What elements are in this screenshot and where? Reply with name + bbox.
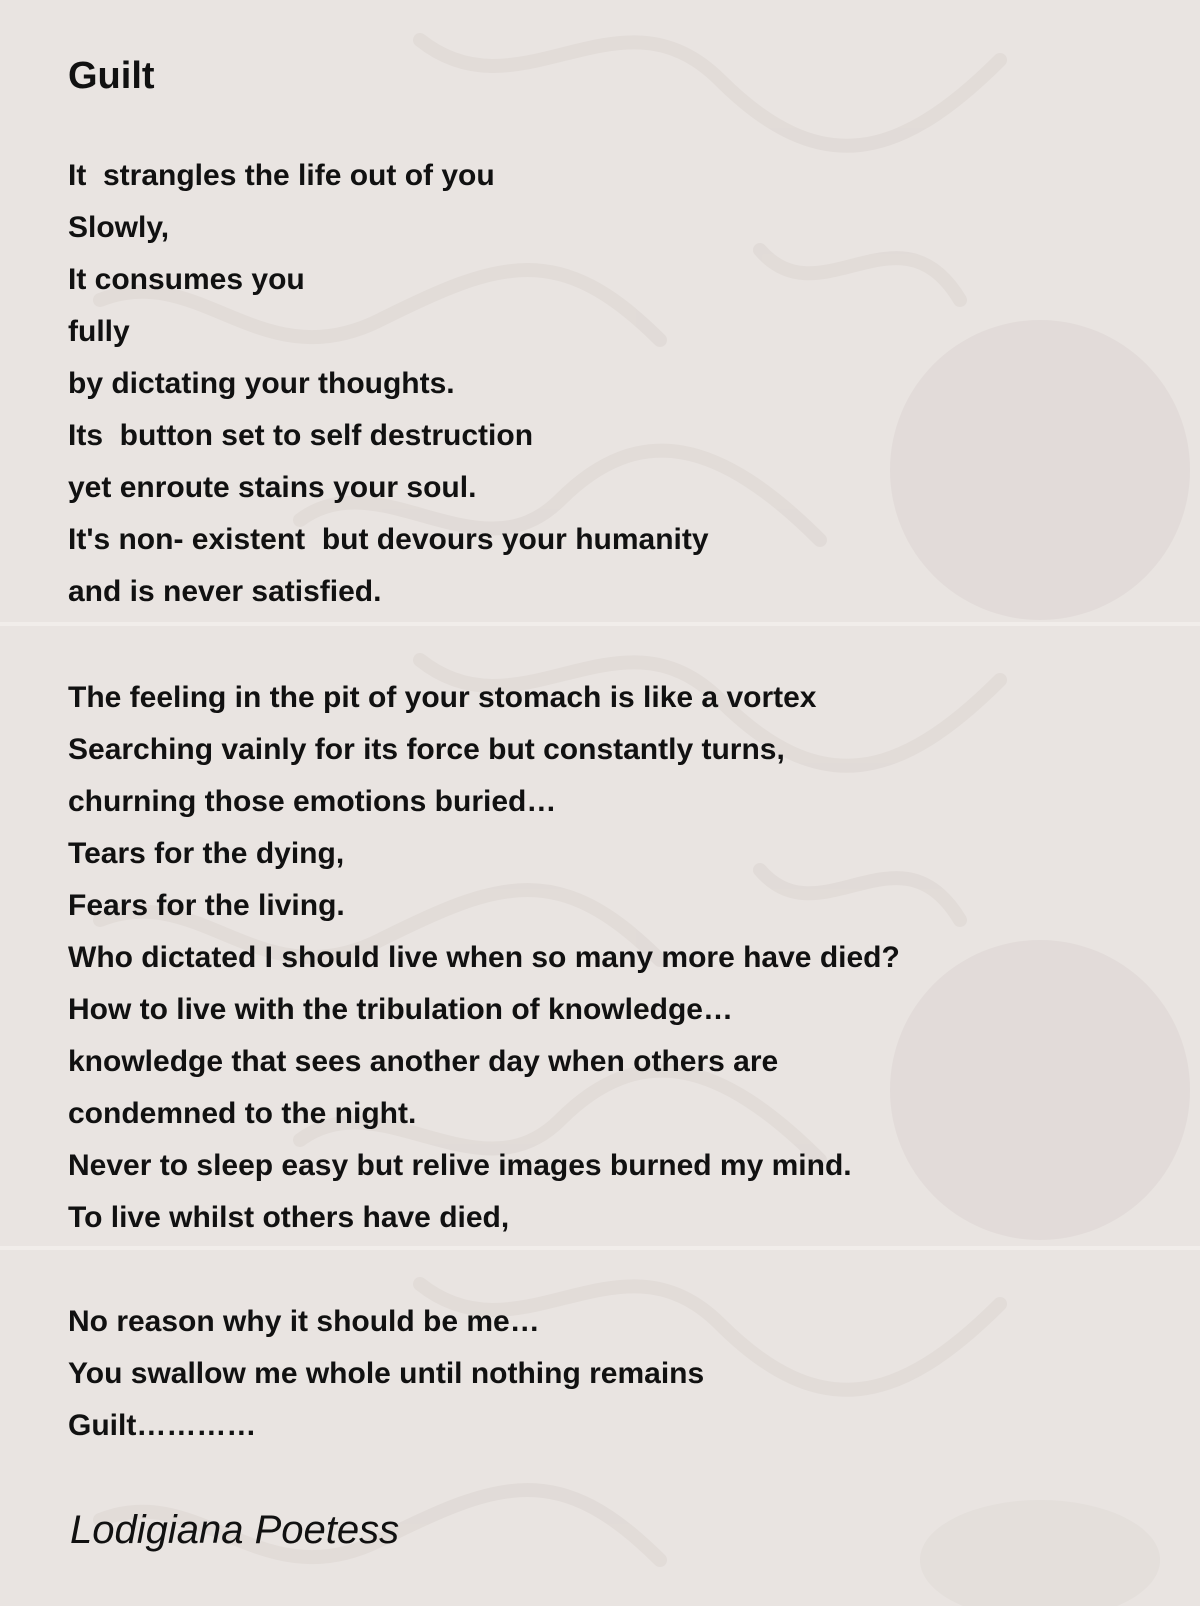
poem-line: It consumes you — [68, 263, 305, 296]
poem-line: How to live with the tribulation of knowledge… — [68, 993, 733, 1026]
stanza-1 — [68, 150, 709, 618]
poem-line: Who dictated I should live when so many more have died? — [68, 941, 900, 974]
poem-line: Searching vainly for its force but constantly turns, — [68, 733, 785, 766]
stanza-3 — [68, 1296, 704, 1452]
poem-author: Lodigiana Poetess — [70, 1508, 400, 1552]
poem-line: To live whilst others have died, — [68, 1201, 510, 1234]
poem-line: Fears for the living. — [68, 889, 345, 922]
poem-line: Never to sleep easy but relive images burned my mind. — [68, 1149, 852, 1182]
poem-line: fully — [68, 315, 130, 348]
poem-line: It strangles the life out of you — [68, 159, 495, 192]
poem-line: knowledge that sees another day when others are — [68, 1045, 779, 1078]
poem-line: yet enroute stains your soul. — [68, 471, 477, 504]
poem-line: Slowly, — [68, 211, 170, 244]
poem-line: Tears for the dying, — [68, 837, 345, 870]
poem-title: Guilt — [68, 55, 155, 97]
poem-line: Guilt………… — [68, 1409, 257, 1442]
poem-line: You swallow me whole until nothing remains — [68, 1357, 705, 1390]
stanza-2 — [68, 672, 900, 1244]
poem-line: churning those emotions buried… — [68, 785, 557, 818]
poem-line: and is never satisfied. — [68, 575, 382, 608]
poem-line: It's non- existent but devours your humanity — [68, 523, 709, 556]
poem-line: by dictating your thoughts. — [68, 367, 455, 400]
poem-line: Its button set to self destruction — [68, 419, 534, 452]
poem-line: The feeling in the pit of your stomach is like a vortex — [68, 681, 817, 714]
poem-line: No reason why it should be me… — [68, 1305, 540, 1338]
poem-line: condemned to the night. — [68, 1097, 417, 1130]
